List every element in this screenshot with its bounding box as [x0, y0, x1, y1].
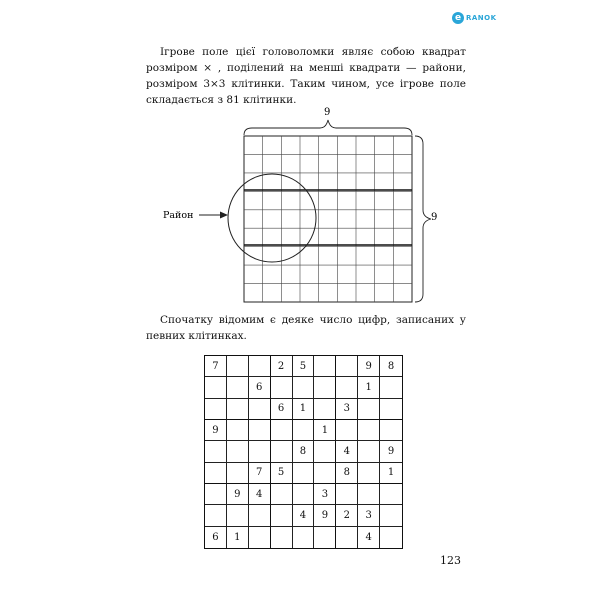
- sudoku-cell: [380, 484, 402, 505]
- side-brace: [415, 136, 431, 302]
- sudoku-cell: 1: [380, 463, 402, 484]
- grid-border: [244, 136, 412, 302]
- sudoku-cell: 2: [336, 505, 358, 526]
- publisher-logo: [452, 12, 497, 24]
- sudoku-cell: 7: [205, 356, 227, 377]
- sudoku-cell: [271, 527, 293, 548]
- sudoku-cell: [249, 505, 271, 526]
- sudoku-cell: [271, 420, 293, 441]
- sudoku-cell: 8: [336, 463, 358, 484]
- sudoku-cell: [271, 441, 293, 462]
- sudoku-cell: 9: [380, 441, 402, 462]
- sudoku-cell: [380, 505, 402, 526]
- sudoku-cell: 1: [227, 527, 249, 548]
- sudoku-cell: [314, 399, 336, 420]
- sudoku-cell: [227, 377, 249, 398]
- intro-paragraph: [146, 44, 466, 108]
- sudoku-cell: 3: [314, 484, 336, 505]
- sudoku-cell: [314, 377, 336, 398]
- sudoku-cell: 1: [293, 399, 315, 420]
- sudoku-cell: [227, 505, 249, 526]
- sudoku-cell: [293, 463, 315, 484]
- sudoku-cell: [293, 484, 315, 505]
- sudoku-cell: [314, 463, 336, 484]
- sudoku-cell: [205, 505, 227, 526]
- sudoku-cell: 6: [249, 377, 271, 398]
- sudoku-cell: [380, 527, 402, 548]
- top-brace: [244, 120, 412, 135]
- sudoku-cell: [336, 377, 358, 398]
- intro-paragraph-text: Ігрове поле цієї головоломки являє собою квадрат розміром × , поділений на менші квадрати — райони, розміром 3×3 клітинки. Таким чином, усе ігрове поле складається з 81 клітинки.: [146, 46, 466, 106]
- sudoku-cell: 1: [358, 377, 380, 398]
- sudoku-cell: [227, 420, 249, 441]
- sudoku-cell: 9: [205, 420, 227, 441]
- sudoku-cell: [314, 441, 336, 462]
- region-circle: [228, 174, 316, 262]
- grid-lines: [244, 136, 412, 302]
- sudoku-cell: 4: [358, 527, 380, 548]
- grid-diagram: [150, 100, 450, 305]
- sudoku-cell: [205, 377, 227, 398]
- sudoku-cell: [205, 399, 227, 420]
- sudoku-cell: [293, 377, 315, 398]
- sudoku-cell: [358, 484, 380, 505]
- sudoku-cell: 4: [249, 484, 271, 505]
- sudoku-cell: 6: [205, 527, 227, 548]
- sudoku-cell: [380, 399, 402, 420]
- sudoku-cell: 5: [271, 463, 293, 484]
- sudoku-cell: [227, 441, 249, 462]
- second-paragraph: [146, 312, 466, 344]
- sudoku-cell: 9: [358, 356, 380, 377]
- side-brace-label: 9: [431, 212, 438, 223]
- diagram-grid: [244, 136, 412, 302]
- sudoku-cell: [358, 441, 380, 462]
- sudoku-cell: 8: [380, 356, 402, 377]
- sudoku-cell: 9: [314, 505, 336, 526]
- sudoku-cell: 3: [336, 399, 358, 420]
- top-brace-label: 9: [324, 107, 331, 118]
- sudoku-cell: [249, 420, 271, 441]
- sudoku-cell: [336, 484, 358, 505]
- sudoku-cell: [380, 420, 402, 441]
- sudoku-cell: [205, 441, 227, 462]
- sudoku-cell: 9: [227, 484, 249, 505]
- sudoku-cell: [293, 527, 315, 548]
- sudoku-cell: [205, 463, 227, 484]
- sudoku-cell: [358, 420, 380, 441]
- sudoku-cell: [271, 377, 293, 398]
- sudoku-cell: [227, 463, 249, 484]
- sudoku-cell: [227, 356, 249, 377]
- sudoku-cell: [249, 441, 271, 462]
- sudoku-cell: [336, 420, 358, 441]
- sudoku-cell: [314, 356, 336, 377]
- sudoku-cell: 4: [336, 441, 358, 462]
- sudoku-cell: 7: [249, 463, 271, 484]
- sudoku-cell: [227, 399, 249, 420]
- sudoku-cell: [336, 356, 358, 377]
- region-label: Район: [163, 210, 194, 221]
- sudoku-cell: [271, 484, 293, 505]
- sudoku-cell: [205, 484, 227, 505]
- second-paragraph-text: Спочатку відомим є деяке число цифр, записаних у певних клітинках.: [146, 314, 466, 342]
- sudoku-cell: 8: [293, 441, 315, 462]
- sudoku-cell: [314, 527, 336, 548]
- sudoku-cell: [293, 420, 315, 441]
- logo-mark: e: [452, 12, 464, 24]
- region-arrow-head: [220, 212, 228, 219]
- sudoku-grid: [204, 355, 403, 549]
- sudoku-cell: 1: [314, 420, 336, 441]
- sudoku-cell: [358, 463, 380, 484]
- sudoku-cell: 6: [271, 399, 293, 420]
- sudoku-cell: 2: [271, 356, 293, 377]
- sudoku-cell: [249, 527, 271, 548]
- sudoku-cell: [358, 399, 380, 420]
- sudoku-cell: 5: [293, 356, 315, 377]
- page-number: 123: [440, 554, 461, 567]
- logo-name: RANOK: [466, 14, 497, 22]
- sudoku-cell: 4: [293, 505, 315, 526]
- sudoku-cell: [271, 505, 293, 526]
- sudoku-cell: [249, 356, 271, 377]
- sudoku-cell: [249, 399, 271, 420]
- sudoku-cell: 3: [358, 505, 380, 526]
- sudoku-cell: [380, 377, 402, 398]
- sudoku-cell: [336, 527, 358, 548]
